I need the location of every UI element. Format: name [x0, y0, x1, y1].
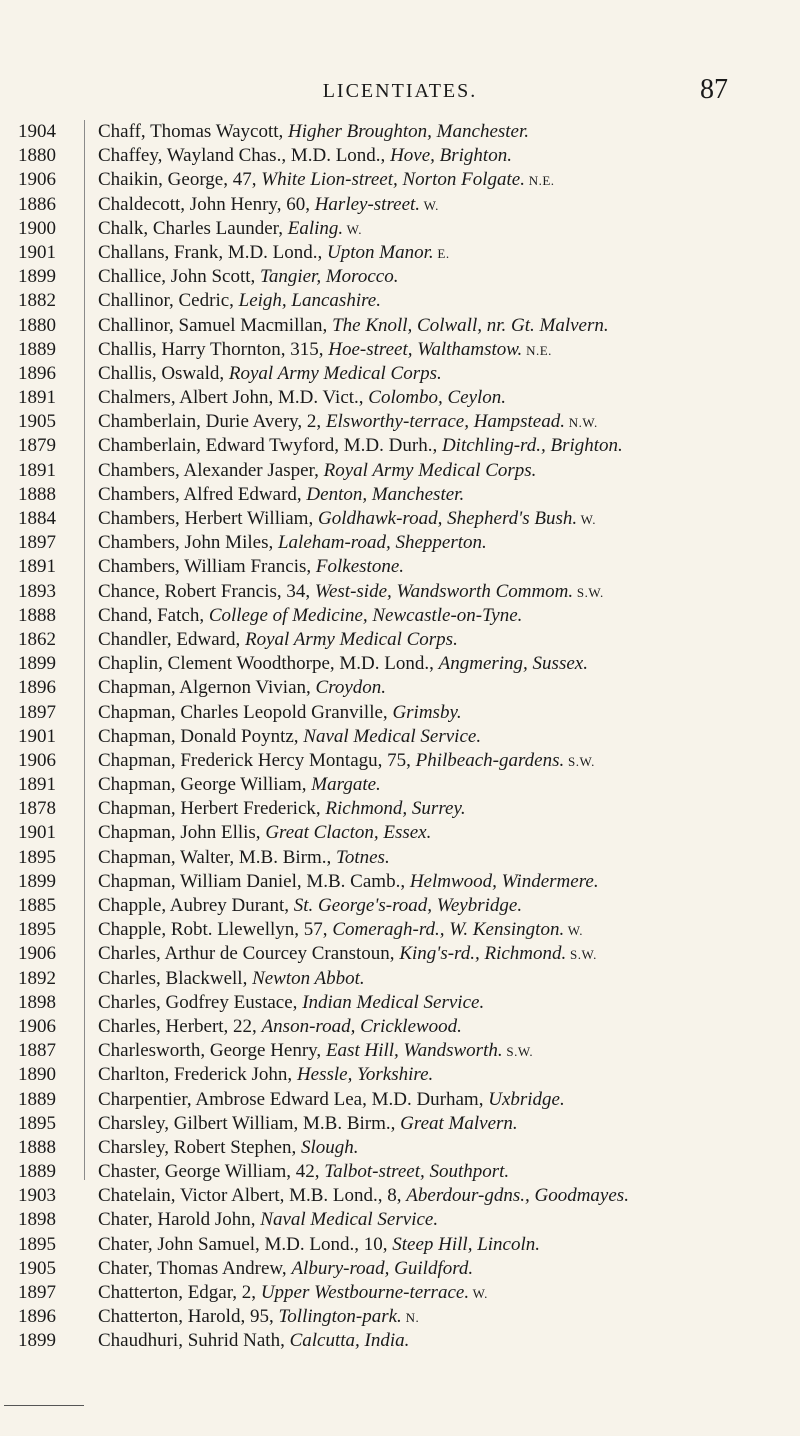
entry-name: Chater, John Samuel, M.D. Lond., 10,: [98, 1233, 393, 1255]
entry-name: Challis, Harry Thornton, 315,: [98, 338, 329, 360]
entry-year: 1904: [18, 121, 56, 142]
entry-postal-district: E.: [433, 245, 450, 261]
entry-name: Chapman, William Daniel, M.B. Camb.,: [98, 870, 410, 892]
list-item: [0, 604, 800, 628]
entry-year: 1890: [18, 1064, 56, 1086]
list-item: [0, 241, 800, 265]
entry-name: Challis, Oswald,: [98, 362, 229, 384]
entry-postal-district: W.: [577, 512, 596, 527]
entry-name: Charles, Blackwell,: [98, 967, 253, 989]
entry-text: [98, 797, 788, 822]
entry-text: [98, 459, 788, 484]
list-item: [0, 1063, 800, 1087]
list-item: [0, 289, 800, 313]
entry-address: Laleham-road, Shepperton.: [277, 532, 487, 554]
entry-name: Chapman, Walter, M.B. Birm.,: [98, 846, 337, 868]
entry-year: 1900: [18, 217, 56, 239]
list-item: [0, 1257, 800, 1281]
entry-year: 1906: [18, 943, 56, 965]
entry-text: [98, 701, 788, 726]
list-item: [0, 168, 800, 192]
page-edge-line: [4, 1405, 84, 1406]
entry-year: 1895: [18, 1233, 56, 1255]
entry-year: 1880: [18, 314, 56, 336]
entry-text: [98, 1233, 788, 1258]
entry-year: 1888: [18, 483, 56, 505]
entry-address: Comeragh-rd., W. Kensington.: [332, 919, 565, 941]
page-header-title: LICENTIATES.: [322, 80, 478, 102]
entry-text: [98, 846, 788, 871]
entry-name: Chambers, Herbert William,: [98, 508, 318, 529]
entry-name: Charles, Herbert, 22,: [98, 1015, 262, 1037]
entry-address: Goldhawk-road, Shepherd's Bush.: [317, 508, 578, 529]
entry-text: [98, 1136, 788, 1161]
entry-address: Great Clacton, Essex.: [265, 822, 432, 844]
entry-text: [98, 967, 788, 992]
list-item: [0, 1305, 800, 1329]
entry-text: [98, 289, 788, 314]
entry-text: [98, 314, 788, 339]
entry-address: Hessle, Yorkshire.: [296, 1064, 434, 1086]
entry-text: [98, 1112, 788, 1137]
entry-postal-district: N.: [401, 1310, 420, 1326]
entry-year: 1862: [18, 628, 56, 650]
list-item: [0, 1088, 800, 1112]
list-item: [0, 314, 800, 338]
entry-year: 1891: [18, 387, 56, 409]
entry-year: 1878: [18, 798, 56, 820]
list-item: [0, 1015, 800, 1039]
entry-postal-district: S.W.: [573, 584, 604, 600]
entry-name: Challinor, Samuel Macmillan,: [98, 314, 333, 336]
entry-name: Chaff, Thomas Waycott,: [98, 121, 289, 142]
entry-address: Newton Abbot.: [252, 967, 365, 989]
entry-text: [98, 168, 788, 193]
entry-postal-district: N.W.: [565, 415, 598, 431]
list-item: [0, 725, 800, 749]
list-item: [0, 1160, 800, 1184]
list-item: [0, 265, 800, 289]
entry-name: Chapman, Frederick Hercy Montagu, 75,: [98, 749, 416, 771]
entry-text: [98, 1015, 788, 1040]
list-item: [0, 507, 800, 531]
entry-year: 1888: [18, 1136, 56, 1158]
list-item: [0, 652, 800, 676]
entry-text: [98, 773, 788, 798]
entry-year: 1889: [18, 1088, 56, 1110]
entry-text: [98, 217, 788, 242]
entry-year: 1905: [18, 1257, 56, 1279]
entry-name: Chambers, Alfred Edward,: [98, 483, 307, 505]
entry-address: Upton Manor.: [327, 241, 434, 263]
entry-address: Denton, Manchester.: [306, 483, 465, 505]
list-item: [0, 870, 800, 894]
entry-year: 1905: [18, 411, 56, 433]
entry-name: Chambers, Alexander Jasper,: [98, 459, 324, 481]
entry-postal-district: W.: [420, 197, 439, 213]
entry-name: Chand, Fatch,: [98, 604, 209, 626]
entry-name: Chapman, Herbert Frederick,: [98, 798, 326, 820]
entry-year: 1906: [18, 169, 56, 191]
entry-name: Chapman, George William,: [98, 774, 312, 796]
entry-text: [98, 1039, 788, 1064]
entry-year: 1889: [18, 1161, 56, 1183]
entry-text: [98, 483, 788, 508]
entry-year: 1906: [18, 749, 56, 771]
entry-year: 1899: [18, 653, 56, 675]
entry-name: Chapman, Donald Poyntz,: [98, 725, 304, 747]
entry-address: Great Malvern.: [400, 1112, 518, 1134]
entry-address: White Lion-street, Norton Folgate.: [261, 169, 525, 191]
entry-postal-district: N.E.: [522, 342, 552, 358]
list-item: [0, 1039, 800, 1063]
entry-text: [98, 1160, 788, 1185]
entry-address: Anson-road, Cricklewood.: [261, 1015, 462, 1037]
list-item: [0, 749, 800, 773]
page-number: 87: [700, 74, 728, 105]
entry-text: [98, 555, 788, 580]
entry-text: [98, 870, 788, 895]
entry-name: Chapple, Robt. Llewellyn, 57,: [98, 919, 333, 941]
entry-address: Folkestone.: [315, 556, 404, 578]
entry-text: [98, 1329, 788, 1354]
entry-text: [98, 1305, 788, 1330]
entry-postal-district: W.: [343, 221, 362, 237]
entry-address: Royal Army Medical Corps.: [323, 459, 537, 481]
entry-address: Hoe-street, Walthamstow.: [328, 338, 523, 360]
list-item: [0, 1136, 800, 1160]
entry-name: Challans, Frank, M.D. Lond.,: [98, 241, 328, 263]
entry-name: Chaudhuri, Suhrid Nath,: [98, 1330, 290, 1352]
entry-address: Grimsby.: [392, 701, 462, 723]
list-item: [0, 846, 800, 870]
list-item: [0, 1184, 800, 1208]
entry-text: [98, 942, 788, 967]
list-item: [0, 434, 800, 458]
entry-text: [98, 434, 788, 459]
entry-address: Harley-street.: [314, 193, 421, 215]
entry-year: 1896: [18, 362, 56, 384]
list-item: [0, 942, 800, 966]
entry-address: Royal Army Medical Corps.: [228, 362, 442, 384]
entry-text: [98, 410, 788, 435]
entry-year: 1896: [18, 1306, 56, 1328]
entry-year: 1896: [18, 677, 56, 699]
entry-address: Slough.: [300, 1136, 359, 1158]
entry-name: Chambers, William Francis,: [98, 556, 316, 578]
entry-name: Chamberlain, Durie Avery, 2,: [98, 411, 326, 433]
list-item: [0, 410, 800, 434]
entry-address: West-side, Wandsworth Commom.: [314, 580, 574, 602]
entry-address: Totnes.: [336, 846, 390, 868]
entry-year: 1885: [18, 895, 56, 916]
entry-text: [98, 338, 788, 363]
entry-address: Steep Hill, Lincoln.: [392, 1233, 541, 1255]
entry-text: [98, 652, 788, 677]
list-item: [0, 120, 800, 144]
entry-address: St. George's-road, Weybridge.: [293, 895, 523, 916]
entry-name: Chapman, John Ellis,: [98, 822, 266, 844]
entry-year: 1895: [18, 919, 56, 941]
entry-address: Croydon.: [315, 677, 387, 699]
entry-text: [98, 531, 788, 556]
entry-name: Chatterton, Harold, 95,: [98, 1306, 279, 1328]
entry-text: [98, 580, 788, 605]
list-item: [0, 773, 800, 797]
entry-address: Ditchling-rd., Brighton.: [441, 435, 623, 457]
list-item: [0, 991, 800, 1015]
entry-year: 1879: [18, 435, 56, 457]
entry-text: [98, 604, 788, 629]
entry-name: Chalmers, Albert John, M.D. Vict.,: [98, 387, 369, 409]
entry-year: 1893: [18, 580, 56, 602]
entry-name: Charlesworth, George Henry,: [98, 1040, 326, 1062]
list-item: [0, 386, 800, 410]
entry-postal-district: S.W.: [566, 947, 597, 963]
entry-year: 1901: [18, 241, 56, 263]
entry-address: Hove, Brighton.: [390, 145, 512, 167]
entry-address: Indian Medical Service.: [302, 991, 485, 1013]
entry-address: College of Medicine, Newcastle-on-Tyne.: [208, 604, 523, 626]
entry-year: 1884: [18, 508, 56, 529]
entry-year: 1899: [18, 1330, 56, 1352]
entry-text: [98, 120, 788, 145]
entry-text: [98, 725, 788, 750]
list-item: [0, 967, 800, 991]
entry-year: 1891: [18, 459, 56, 481]
entry-text: [98, 918, 788, 943]
list-item: [0, 628, 800, 652]
entry-name: Chatterton, Edgar, 2,: [98, 1282, 261, 1303]
entry-name: Chandler, Edward,: [98, 628, 245, 650]
entry-text: [98, 1088, 788, 1113]
entry-address: Higher Broughton, Manchester.: [288, 121, 530, 142]
list-item: [0, 459, 800, 483]
entry-text: [98, 1257, 788, 1282]
entry-text: [98, 991, 788, 1016]
entry-name: Chance, Robert Francis, 34,: [98, 580, 315, 602]
entry-name: Chambers, John Miles,: [98, 532, 278, 554]
entry-year: 1903: [18, 1185, 56, 1207]
entry-year: 1901: [18, 822, 56, 844]
entry-address: Naval Medical Service.: [303, 725, 482, 747]
entry-address: Colombo, Ceylon.: [368, 387, 507, 409]
entry-name: Charles, Godfrey Eustace,: [98, 991, 303, 1013]
list-item: [0, 555, 800, 579]
entry-year: 1895: [18, 846, 56, 868]
entry-address: Naval Medical Service.: [260, 1209, 439, 1231]
entry-address: Leigh, Lancashire.: [238, 290, 381, 312]
entry-name: Chalk, Charles Launder,: [98, 217, 288, 239]
entry-text: [98, 386, 788, 411]
entry-address: Calcutta, India.: [289, 1330, 410, 1352]
entry-postal-district: W.: [564, 923, 584, 939]
entry-address: Richmond, Surrey.: [325, 798, 466, 820]
entry-year: 1906: [18, 1015, 56, 1037]
entry-text: [98, 507, 788, 532]
entry-address: East Hill, Wandsworth.: [325, 1040, 503, 1062]
entry-year: 1891: [18, 556, 56, 578]
entry-address: Talbot-street, Southport.: [324, 1161, 510, 1183]
entry-address: King's-rd., Richmond.: [399, 943, 567, 965]
entry-address: Helmwood, Windermere.: [409, 870, 599, 892]
entry-year: 1898: [18, 1209, 56, 1231]
list-item: [0, 531, 800, 555]
entry-address: Ealing.: [287, 217, 344, 239]
entry-name: Chaffey, Wayland Chas., M.D. Lond.,: [98, 145, 391, 167]
entry-year: 1897: [18, 1282, 56, 1303]
entry-address: Elsworthy-terrace, Hampstead.: [325, 411, 565, 433]
list-item: [0, 1281, 800, 1305]
entry-name: Chaster, George William, 42,: [98, 1161, 325, 1183]
entry-address: Angmering, Sussex.: [438, 653, 588, 675]
entry-text: [98, 676, 788, 701]
entry-name: Chaikin, George, 47,: [98, 169, 262, 191]
entry-address: Tollington-park.: [278, 1306, 402, 1328]
list-item: [0, 676, 800, 700]
entry-year: 1889: [18, 338, 56, 360]
entry-text: [98, 749, 788, 774]
entry-text: [98, 821, 788, 846]
entry-text: [98, 1184, 788, 1209]
list-item: [0, 701, 800, 725]
entry-name: Charsley, Gilbert William, M.B. Birm.,: [98, 1112, 401, 1134]
list-item: [0, 1112, 800, 1136]
entry-text: [98, 628, 788, 653]
entry-name: Charsley, Robert Stephen,: [98, 1136, 301, 1158]
entry-name: Chaplin, Clement Woodthorpe, M.D. Lond.,: [98, 653, 439, 675]
list-item: [0, 1329, 800, 1353]
entry-name: Chamberlain, Edward Twyford, M.D. Durh.,: [98, 435, 442, 457]
entry-address: Margate.: [311, 774, 381, 796]
list-item: [0, 338, 800, 362]
entry-name: Charles, Arthur de Courcey Cranstoun,: [98, 943, 400, 965]
entry-postal-district: S.W.: [502, 1044, 534, 1060]
entry-year: 1899: [18, 870, 56, 892]
entry-address: Royal Army Medical Corps.: [244, 628, 458, 650]
list-item: [0, 362, 800, 386]
entry-year: 1880: [18, 145, 56, 167]
entry-text: [98, 1208, 788, 1233]
list-item: [0, 217, 800, 241]
entry-address: Philbeach-gardens.: [415, 749, 565, 771]
entry-name: Chapman, Charles Leopold Granville,: [98, 701, 393, 723]
entries-list: [0, 120, 800, 1354]
entry-name: Chaldecott, John Henry, 60,: [98, 193, 315, 215]
entry-address: Aberdour-gdns., Goodmayes.: [406, 1185, 629, 1207]
entry-text: [98, 894, 788, 919]
entry-year: 1899: [18, 266, 56, 288]
entry-address: Uxbridge.: [488, 1088, 565, 1110]
entry-text: [98, 241, 788, 266]
entry-postal-district: N.E.: [524, 173, 555, 189]
entry-text: [98, 193, 788, 218]
list-item: [0, 1208, 800, 1232]
entry-name: Charpentier, Ambrose Edward Lea, M.D. Durham,: [98, 1088, 489, 1110]
entry-name: Chatelain, Victor Albert, M.B. Lond., 8,: [98, 1185, 407, 1207]
list-item: [0, 580, 800, 604]
entry-year: 1886: [18, 193, 56, 215]
entry-name: Charlton, Frederick John,: [98, 1064, 297, 1086]
entry-text: [98, 144, 788, 169]
entry-year: 1901: [18, 725, 56, 747]
entry-name: Challinor, Cedric,: [98, 290, 239, 312]
list-item: [0, 483, 800, 507]
entry-name: Chater, Harold John,: [98, 1209, 261, 1231]
entry-postal-district: S.W.: [564, 753, 595, 769]
entry-year: 1897: [18, 701, 56, 723]
entry-year: 1882: [18, 290, 56, 312]
entry-text: [98, 1063, 788, 1088]
entry-address: The Knoll, Colwall, nr. Gt. Malvern.: [332, 314, 609, 336]
entry-text: [98, 1281, 788, 1306]
entry-postal-district: W.: [469, 1286, 488, 1301]
entry-address: Albury-road, Guildford.: [291, 1257, 474, 1279]
entry-year: 1892: [18, 967, 56, 989]
list-item: [0, 144, 800, 168]
list-item: [0, 821, 800, 845]
list-item: [0, 797, 800, 821]
entry-text: [98, 265, 788, 290]
entry-name: Chapple, Aubrey Durant,: [98, 895, 294, 916]
entry-year: 1891: [18, 774, 56, 796]
list-item: [0, 894, 800, 918]
list-item: [0, 918, 800, 942]
entry-address: Upper Westbourne-terrace.: [260, 1282, 470, 1303]
entry-address: Tangier, Morocco.: [260, 266, 399, 288]
entry-name: Chater, Thomas Andrew,: [98, 1257, 292, 1279]
entry-year: 1895: [18, 1112, 56, 1134]
entry-name: Challice, John Scott,: [98, 266, 261, 288]
entry-year: 1887: [18, 1040, 56, 1062]
entry-text: [98, 362, 788, 387]
list-item: [0, 193, 800, 217]
list-item: [0, 1233, 800, 1257]
entry-year: 1898: [18, 991, 56, 1013]
entry-year: 1888: [18, 604, 56, 626]
entry-name: Chapman, Algernon Vivian,: [98, 677, 316, 699]
entry-year: 1897: [18, 532, 56, 554]
